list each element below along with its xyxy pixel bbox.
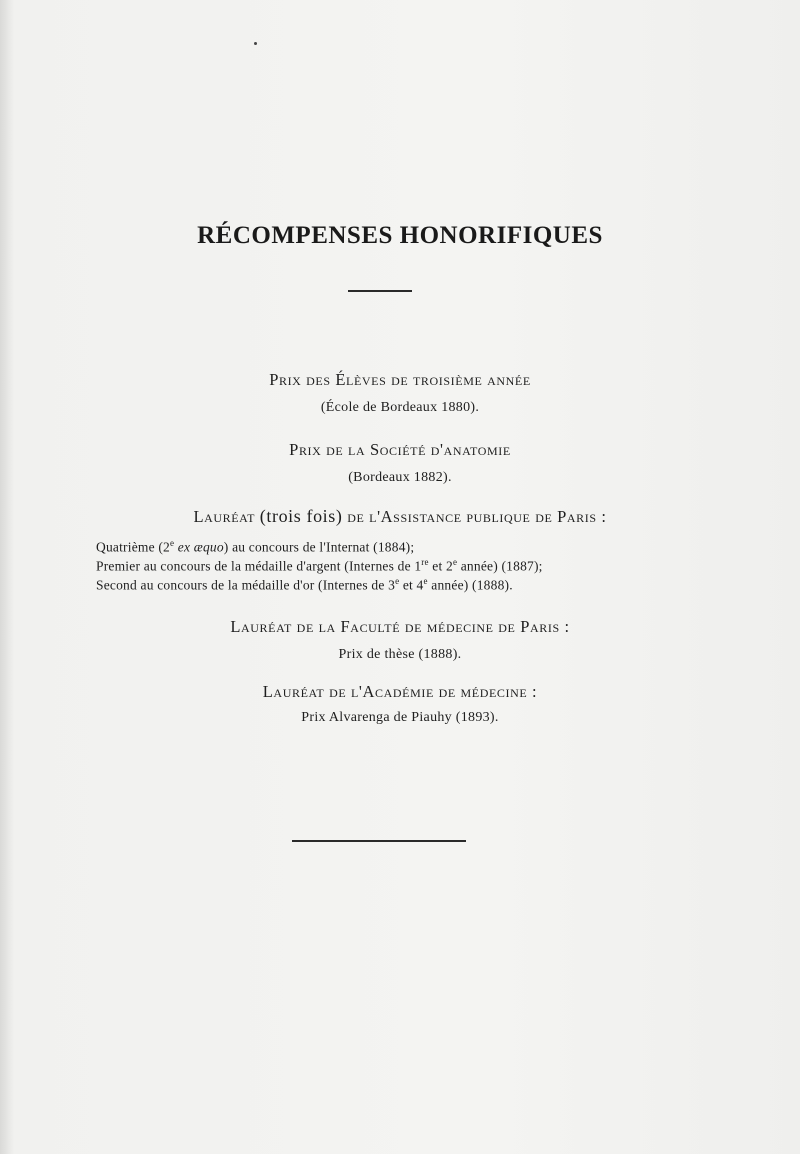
- section-sub-ecole-bordeaux: (École de Bordeaux 1880).: [320, 400, 480, 415]
- page-title: RÉCOMPENSES HONORIFIQUES: [197, 222, 603, 249]
- heading-assistance: de l'Assistance publique de Paris :: [347, 507, 607, 526]
- list-item: Premier au concours de la médaille d'argent (Internes de 1re et 2e année) (1887);: [96, 557, 543, 574]
- section-heading-laureat-academie: Lauréat de l'Académie de médecine :: [262, 682, 538, 701]
- section-heading-laureat-assistance: [0, 506, 800, 527]
- list-item: Second au concours de la médaille d'or (Internes de 3e et 4e année) (1888).: [96, 576, 513, 593]
- section-heading-prix-societe: Prix de la Société d'anatomie: [289, 440, 511, 459]
- section-sub-prix-alvarenga: Prix Alvarenga de Piauhy (1893).: [301, 710, 499, 725]
- section-heading-laureat-faculte: Lauréat de la Faculté de médecine de Paris :: [230, 617, 570, 636]
- ink-speck: [254, 42, 257, 45]
- title-rule: [348, 290, 412, 292]
- section-heading-prix-eleves: Prix des Élèves de troisième année: [269, 370, 531, 389]
- section-sub-prix-these: Prix de thèse (1888).: [338, 647, 462, 662]
- section-sub-bordeaux-1882: (Bordeaux 1882).: [348, 470, 452, 485]
- closing-rule: [292, 840, 466, 842]
- heading-laureat: Lauréat: [193, 507, 256, 526]
- list-item: Quatrième (2e ex æquo) au concours de l'Internat (1884);: [96, 538, 415, 555]
- heading-trois-fois: (trois fois): [259, 506, 343, 526]
